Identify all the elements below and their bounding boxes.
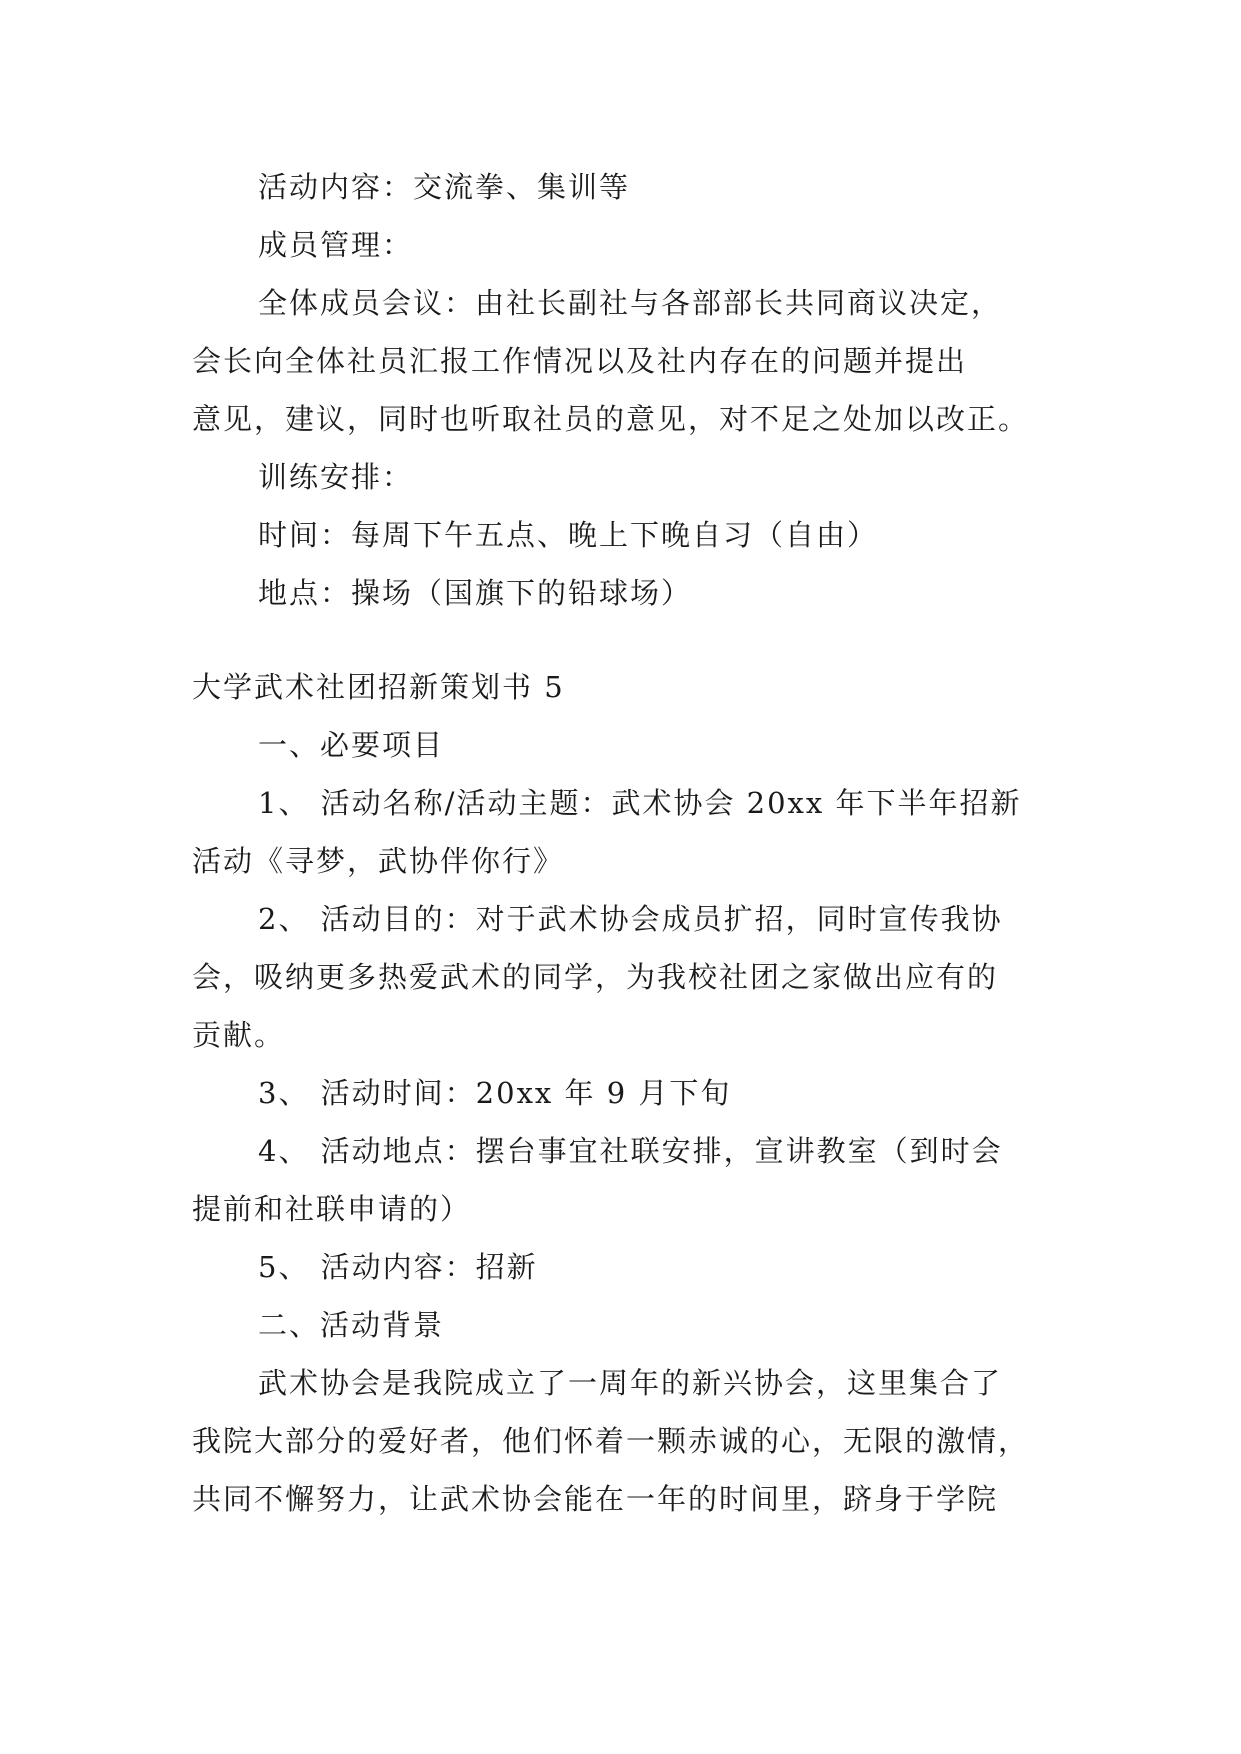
item-1-line-1: 1、 活动名称/活动主题：武术协会 20xx 年下半年招新 [258,786,1022,820]
paragraph-training-time: 时间：每周下午五点、晚上下晚自习（自由） [258,518,879,552]
item-1-line-2: 活动《寻梦，武协伴你行》 [192,844,565,878]
paragraph-meeting-line-3: 意见，建议，同时也听取社员的意见，对不足之处加以改正。 [192,402,1030,436]
heading-required-items: 一、必要项目 [258,728,445,762]
item-3: 3、 活动时间：20xx 年 9 月下旬 [258,1076,732,1110]
paragraph-training-location: 地点：操场（国旗下的铅球场） [258,576,693,610]
item-2-line-2: 会，吸纳更多热爱武术的同学，为我校社团之家做出应有的 [192,960,999,994]
heading-activity-background: 二、活动背景 [258,1308,445,1342]
paragraph-member-management: 成员管理： [258,228,414,262]
section-title: 大学武术社团招新策划书 5 [192,670,565,704]
background-line-1: 武术协会是我院成立了一周年的新兴协会，这里集合了 [258,1366,1003,1400]
section-spacer [192,622,1062,658]
item-2-line-3: 贡献。 [192,1018,286,1052]
background-line-2: 我院大部分的爱好者，他们怀着一颗赤诚的心，无限的激情， [192,1424,1030,1458]
item-4-line-1: 4、 活动地点：摆台事宜社联安排，宣讲教室（到时会 [258,1134,1003,1168]
item-5: 5、 活动内容：招新 [258,1250,538,1284]
paragraph-meeting-line-2: 会长向全体社员汇报工作情况以及社内存在的问题并提出 [192,344,968,378]
document-body [192,158,1062,1528]
paragraph-meeting-line-1: 全体成员会议：由社长副社与各部部长共同商议决定， [258,286,1003,320]
paragraph-training-arrangement: 训练安排： [258,460,414,494]
background-line-3: 共同不懈努力，让武术协会能在一年的时间里，跻身于学院 [192,1482,999,1516]
item-4-line-2: 提前和社联申请的） [192,1192,472,1226]
paragraph-activity-content: 活动内容：交流拳、集训等 [258,170,631,204]
item-2-line-1: 2、 活动目的：对于武术协会成员扩招，同时宣传我协 [258,902,1003,936]
